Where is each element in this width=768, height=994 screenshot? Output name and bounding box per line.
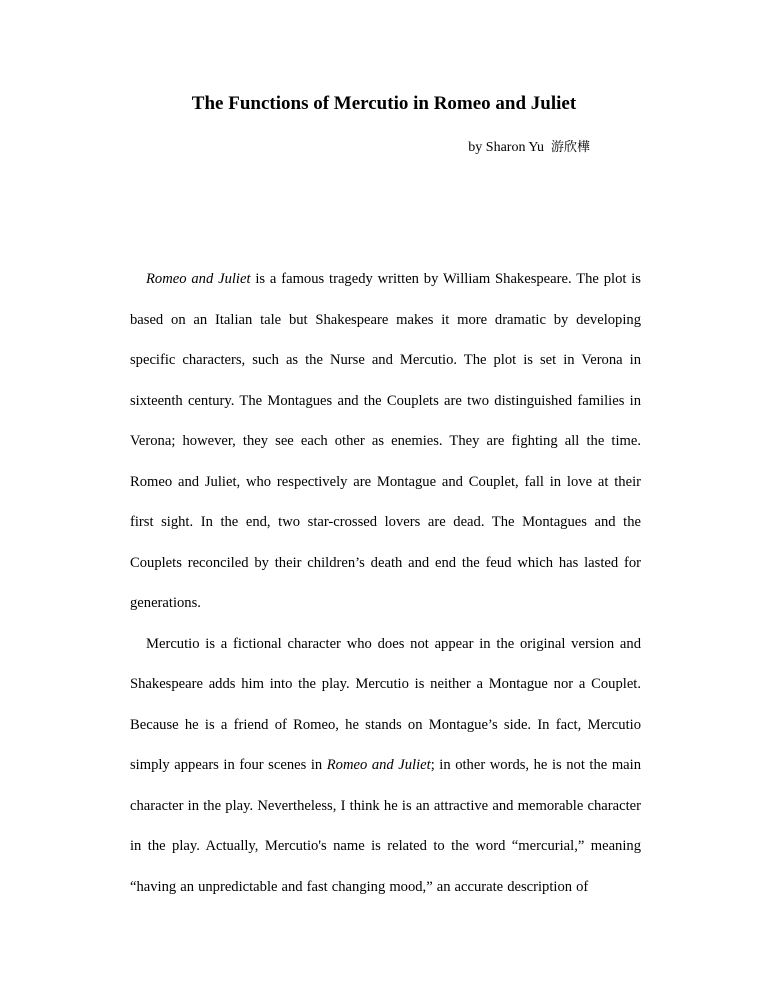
paragraph-mercutio xyxy=(130,624,641,908)
document-title: The Functions of Mercutio in Romeo and Juliet xyxy=(191,93,577,114)
author-chinese-name: 游欣樺 xyxy=(550,140,590,155)
play-title-italic: Romeo and Juliet xyxy=(146,271,251,287)
paragraph-mercutio-text-1: Mercutio is a fictional character who does not appear in the original version and Shakespeare adds him into the play. Mercutio is neither a Montague nor a Couplet. Because he is a friend of Romeo, he stands on Montague’s side. In fact, Mercutio simply appears in four scenes in xyxy=(130,635,641,773)
paragraph-intro-text: is a famous tragedy written by William Shakespeare. The plot is based on an Italian tale but Shakespeare makes it more dramatic by developing specific characters, such as the Nurse and Mercutio. The plot is set in Verona in sixteenth century. The Montagues and the Couplets are two distinguished families in Verona; however, they see each other as enemies. They are fighting all the time. Romeo and Juliet, who respectively are Montague and Couplet, fall in love at their first sight. In the end, two star-crossed lovers are dead. The Montagues and the Couplets reconciled by their children’s death and end the feud which has lasted for generations. xyxy=(130,271,641,611)
paragraph-intro xyxy=(130,259,641,624)
essay-body xyxy=(130,259,641,907)
paragraph-mercutio-text-2: ; in other words, he is not the main character in the play. Nevertheless, I think he is an attractive and memorable character in the play. Actually, Mercutio's name is related to the word “mercurial,” meaning “having an unpredictable and fast changing mood,” an accurate description of xyxy=(130,757,641,895)
author-name: by Sharon Yu xyxy=(468,140,544,155)
author-byline xyxy=(468,139,590,157)
play-title-italic-2: Romeo and Juliet xyxy=(326,757,431,773)
